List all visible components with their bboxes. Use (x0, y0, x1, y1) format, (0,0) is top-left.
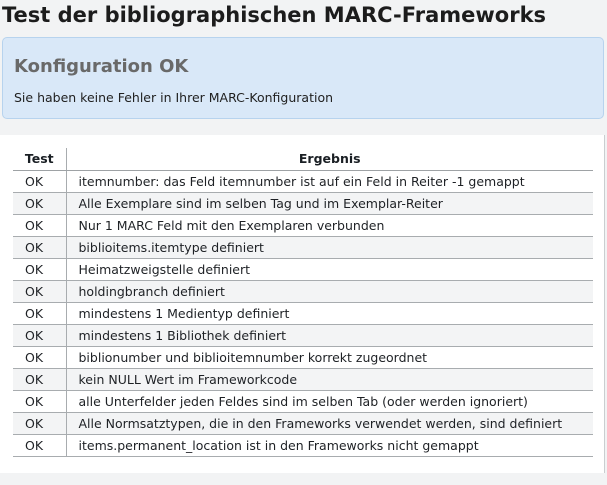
table-body (13, 170, 593, 456)
result-cell: biblioitems.itemtype definiert (66, 236, 593, 258)
result-cell: Alle Exemplare sind im selben Tag und im Exemplar-Reiter (66, 192, 593, 214)
result-cell: items.permanent_location ist in den Frameworks nicht gemappt (66, 434, 593, 456)
table-row (13, 434, 593, 456)
result-cell: Heimatzweigstelle definiert (66, 258, 593, 280)
test-status-cell: OK (13, 346, 66, 368)
test-status-cell: OK (13, 390, 66, 412)
table-row (13, 368, 593, 390)
test-results-section (0, 135, 605, 473)
test-status-cell: OK (13, 258, 66, 280)
test-status-cell: OK (13, 412, 66, 434)
table-row (13, 236, 593, 258)
result-cell: biblionumber und biblioitemnumber korrekt zugeordnet (66, 346, 593, 368)
result-cell: kein NULL Wert im Frameworkcode (66, 368, 593, 390)
column-header-test: Test (13, 148, 66, 170)
result-cell: alle Unterfelder jeden Feldes sind im selben Tab (oder werden ignoriert) (66, 390, 593, 412)
table-header-row (13, 148, 593, 170)
table-row (13, 192, 593, 214)
result-cell: itemnumber: das Feld itemnumber ist auf ein Feld in Reiter -1 gemappt (66, 170, 593, 192)
result-cell: mindestens 1 Medientyp definiert (66, 302, 593, 324)
test-status-cell: OK (13, 192, 66, 214)
framework-test-table (13, 148, 593, 457)
test-status-cell: OK (13, 368, 66, 390)
table-row (13, 324, 593, 346)
table-row (13, 258, 593, 280)
test-status-cell: OK (13, 324, 66, 346)
table-header (13, 148, 593, 170)
column-header-ergebnis: Ergebnis (66, 148, 593, 170)
test-status-cell: OK (13, 214, 66, 236)
alert-message: Sie haben keine Fehler in Ihrer MARC-Konfiguration (14, 90, 334, 105)
marc-framework-test-page (0, 2, 607, 485)
test-status-cell: OK (13, 434, 66, 456)
table-row (13, 302, 593, 324)
table-row (13, 390, 593, 412)
result-cell: Nur 1 MARC Feld mit den Exemplaren verbunden (66, 214, 593, 236)
result-cell: mindestens 1 Bibliothek definiert (66, 324, 593, 346)
test-status-cell: OK (13, 280, 66, 302)
result-cell: Alle Normsatztypen, die in den Frameworks verwendet werden, sind definiert (66, 412, 593, 434)
alert-title: Konfiguration OK (14, 56, 189, 77)
test-status-cell: OK (13, 170, 66, 192)
table-row (13, 214, 593, 236)
table-row (13, 170, 593, 192)
table-row (13, 280, 593, 302)
page-title: Test der bibliographischen MARC-Frameworks (2, 3, 547, 27)
result-cell: holdingbranch definiert (66, 280, 593, 302)
table-row (13, 346, 593, 368)
test-status-cell: OK (13, 302, 66, 324)
test-status-cell: OK (13, 236, 66, 258)
table-row (13, 412, 593, 434)
configuration-ok-alert (2, 37, 604, 119)
